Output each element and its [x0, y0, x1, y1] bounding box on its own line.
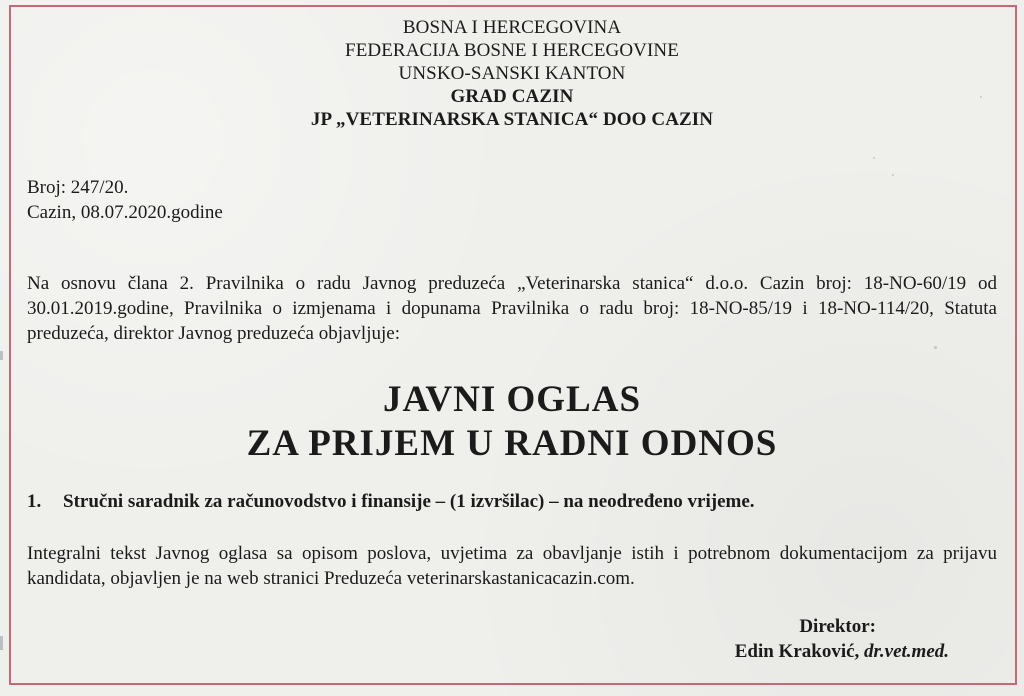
place-and-date: Cazin, 08.07.2020.godine — [27, 202, 223, 223]
country-line: BOSNA I HERCEGOVINA — [402, 17, 622, 38]
document-meta — [27, 175, 223, 225]
announcement-title-line: JAVNI OGLAS — [382, 379, 642, 420]
company-line: JP „VETERINARSKA STANICA“ DOO CAZIN — [310, 109, 714, 130]
canton-line: UNSKO-SANSKI KANTON — [398, 63, 626, 84]
position-number: 1. — [27, 491, 42, 512]
print-speck — [892, 174, 894, 176]
application-details-paragraph: Integralni tekst Javnog oglasa sa opisom poslova, uvjetima za obavljanje istih i potrebnom dokumentacijom za prijavu kandidata, objavljen je na web stranici Preduzeća veterinarskastanicacazin.com. — [27, 543, 997, 589]
print-speck — [934, 346, 937, 349]
signatory-name: Edin Kraković, — [734, 641, 860, 662]
document-number: Broj: 247/20. — [27, 177, 129, 198]
signature-block — [735, 614, 949, 664]
position-description: Stručni saradnik za računovodstvo i finansije – (1 izvršilac) – na neodređeno vrijeme. — [63, 491, 755, 512]
print-speck — [873, 157, 875, 159]
signatory-line — [735, 639, 949, 664]
signatory-credential: dr.vet.med. — [864, 641, 949, 662]
issuer-header — [0, 16, 1024, 131]
announcement-subtitle-line: ZA PRIJEM U RADNI ODNOS — [246, 423, 778, 464]
legal-basis-paragraph: Na osnovu člana 2. Pravilnika o radu Javnog preduzeća „Veterinarska stanica“ d.o.o. Cazin broj: 18-NO-60/19 od 30.01.2019.godine, Pravilnika o izmjenama i dopunama Pravilnika o radu broj: 18-NO-85/19 i 18-NO-114/20, Statuta preduzeća, direktor Javnog preduzeća objavljuje: — [27, 273, 997, 344]
announcement-title — [0, 378, 1024, 466]
federation-line: FEDERACIJA BOSNE I HERCEGOVINE — [345, 40, 679, 61]
city-line: GRAD CAZIN — [450, 86, 574, 107]
job-position-item — [27, 489, 997, 514]
scan-edge-mark — [0, 351, 3, 360]
scan-edge-mark — [0, 636, 3, 650]
signatory-role: Direktor: — [799, 616, 876, 637]
